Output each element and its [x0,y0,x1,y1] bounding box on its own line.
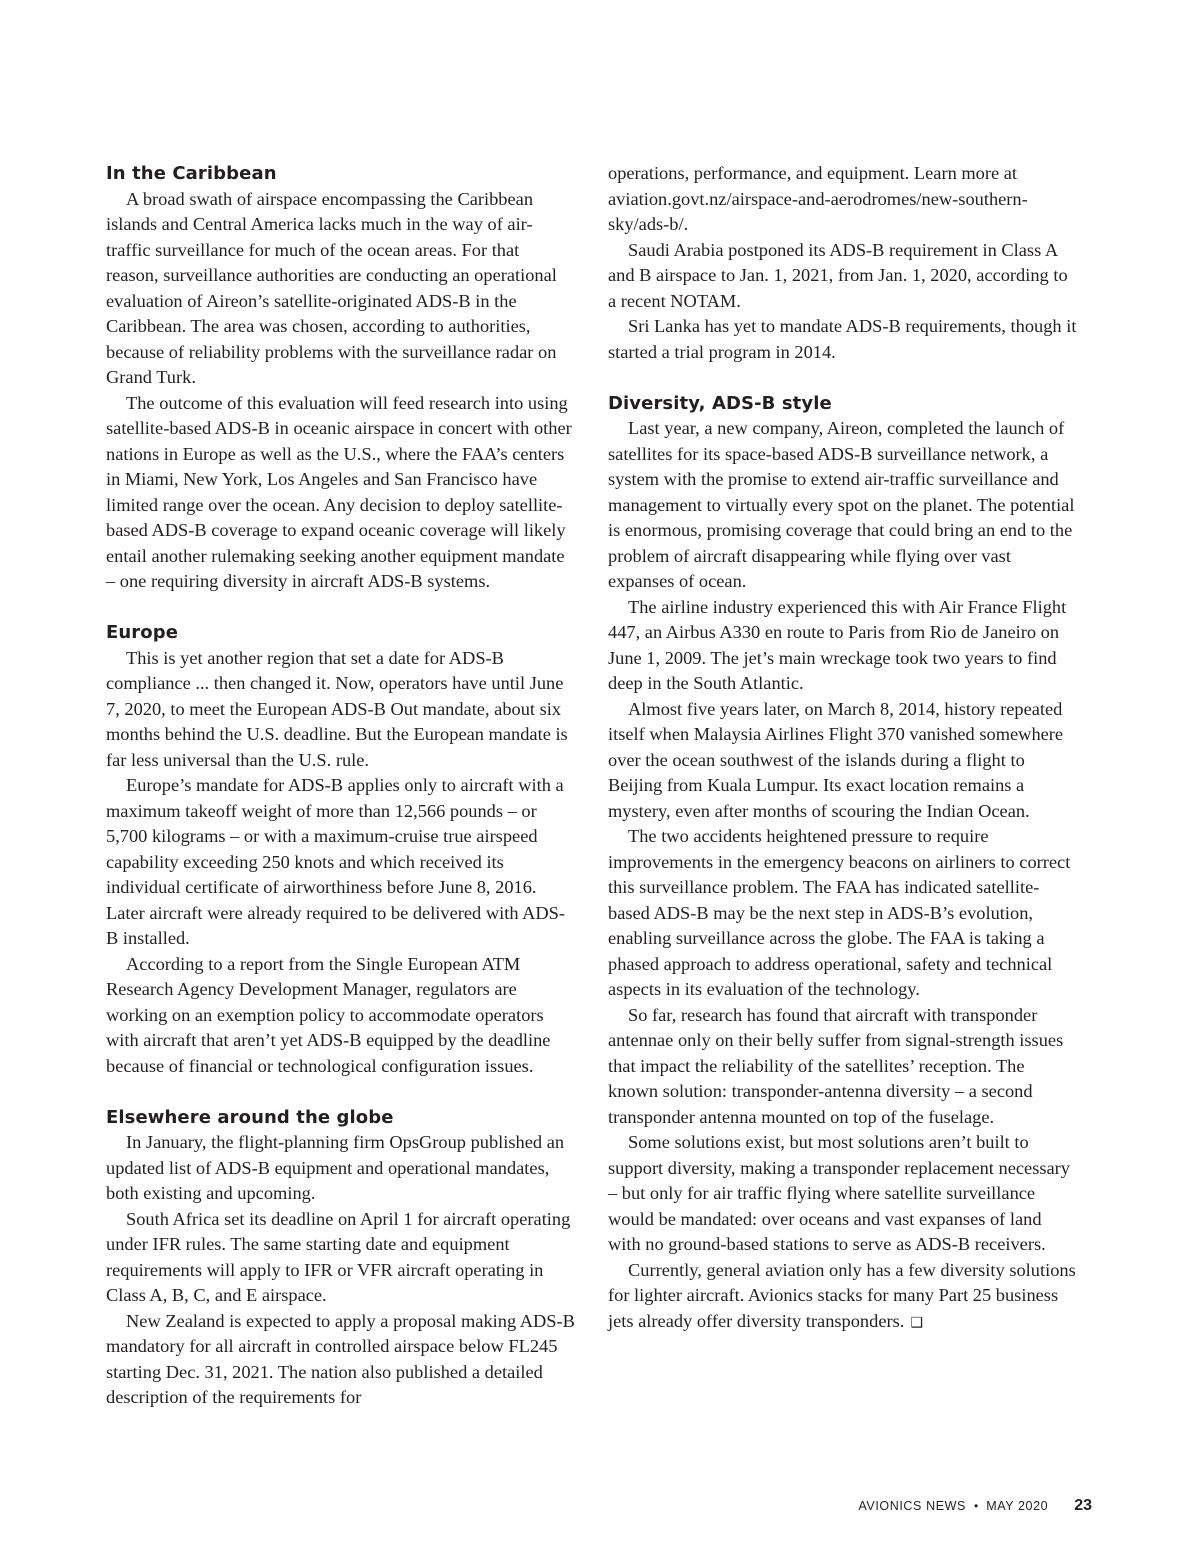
right-column [608,161,1078,1336]
end-of-article-icon: ❑ [910,1314,923,1331]
section-heading-europe: Europe [106,622,179,643]
footer-separator: • [973,1499,979,1513]
body-paragraph: Last year, a new company, Aireon, completed the launch of satellites for its space-based ADS-B surveillance network, a system with the promise to extend air-traffic surveillance and management to virtually every spot on the planet. The potential is enormous, promising coverage that could bring an end to the problem of aircraft disappearing while flying over vast expanses of ocean. [608,418,1075,591]
body-paragraph: A broad swath of airspace encompassing the Caribbean islands and Central America lacks much in the way of air-traffic surveillance for much of the ocean areas. For that reason, surveillance authorities are conducting an operational evaluation of Aireon’s satellite-originated ADS-B in the Caribbean. The area was chosen, according to authorities, because of reliability problems with the surveillance radar on Grand Turk. [106,188,557,387]
body-paragraph: So far, research has found that aircraft with transponder antennae only on their belly suffer from signal-strength issues that impact the reliability of the satellites’ reception. The known solution: transponder-antenna diversity – a second transponder antenna mounted on top of the fuselage. [608,1004,1064,1127]
publication-name: AVIONICS NEWS [858,1499,966,1513]
body-paragraph: South Africa set its deadline on April 1 for aircraft operating under IFR rules. The same starting date and equipment requirements will apply to IFR or VFR aircraft operating in Class A, B, C, and E airspace. [106,1208,571,1305]
body-paragraph: The outcome of this evaluation will feed research into using satellite-based ADS-B in oceanic airspace in concert with other nations in Europe as well as the U.S., where the FAA’s centers in Miami, New York, Los Angeles and San Francisco have limited range over the ocean. Any decision to deploy satellite-based ADS-B coverage to expand oceanic coverage will likely entail another rulemaking seeking another equipment mandate – one requiring diversity in aircraft ADS-B systems. [106,392,572,591]
page-footer [858,1497,1092,1515]
body-paragraph: According to a report from the Single European ATM Research Agency Development Manager, regulators are working on an exemption policy to accommodate operators with aircraft that aren’t yet ADS-B equipped by the deadline because of financial or technological configuration issues. [106,953,551,1076]
body-paragraph: Saudi Arabia postponed its ADS-B requirement in Class A and B airspace to Jan. 1, 2021, from Jan. 1, 2020, according to a recent NOTAM. [608,239,1068,311]
final-paragraph-text: Currently, general aviation only has a few diversity solutions for lighter aircraft. Avionics stacks for many Part 25 business jets already offer diversity transponders. [608,1259,1076,1331]
body-paragraph: The two accidents heightened pressure to require improvements in the emergency beacons on airliners to correct this surveillance problem. The FAA has indicated satellite-based ADS-B may be the next step in ADS-B’s evolution, enabling surveillance across the globe. The FAA is taking a phased approach to address operational, safety and technical aspects in its evaluation of the technology. [608,826,1071,999]
issue-date: MAY 2020 [986,1499,1049,1513]
body-paragraph: New Zealand is expected to apply a proposal making ADS-B mandatory for all aircraft in controlled airspace below FL245 starting Dec. 31, 2021. The nation also published a detailed description of the requirements for [106,1310,575,1407]
body-paragraph: Sri Lanka has yet to mandate ADS-B requirements, though it started a trial program in 2014. [608,316,1077,362]
page-number: 23 [1074,1497,1092,1514]
left-column [106,161,576,1411]
body-paragraph: In January, the flight-planning firm OpsGroup published an updated list of ADS-B equipment and operational mandates, both existing and upcoming. [106,1132,565,1203]
section-heading-elsewhere: Elsewhere around the globe [106,1106,394,1128]
body-paragraph: The airline industry experienced this with Air France Flight 447, an Airbus A330 en route to Paris from Rio de Janeiro on June 1, 2009. The jet’s main wreckage took two years to find deep in the South Atlantic. [608,596,1067,693]
section-heading-diversity: Diversity, ADS-B style [608,392,832,414]
body-paragraph: Europe’s mandate for ADS-B applies only to aircraft with a maximum takeoff weight of more than 12,566 pounds – or 5,700 kilograms – or with a maximum-cruise true airspeed capability exceeding 250 knots and which received its individual certificate of airworthiness before June 8, 2016. Later aircraft were already required to be delivered with ADS-B installed. [106,775,566,948]
body-paragraph-final [608,1258,1078,1337]
body-paragraph: This is yet another region that set a date for ADS-B compliance ... then changed it. Now, operators have until June 7, 2020, to meet the European ADS-B Out mandate, about six months behind the U.S. deadline. But the European mandate is far less universal than the U.S. rule. [106,647,568,770]
body-paragraph-continued: operations, performance, and equipment. Learn more at aviation.govt.nz/airspace-and-aerodromes/new-southern-sky/ads-b/. [608,163,1028,234]
section-heading-caribbean: In the Caribbean [106,163,277,184]
body-paragraph: Some solutions exist, but most solutions aren’t built to support diversity, making a transponder replacement necessary – but only for air traffic flying where satellite surveillance would be mandated: over oceans and vast expanses of land with no ground-based stations to serve as ADS-B receivers. [608,1132,1070,1254]
body-paragraph: Almost five years later, on March 8, 2014, history repeated itself when Malaysia Airlines Flight 370 vanished somewhere over the ocean southwest of the islands during a flight to Beijing from Kuala Lumpur. Its exact location remains a mystery, even after months of scouring the Indian Ocean. [608,698,1064,821]
